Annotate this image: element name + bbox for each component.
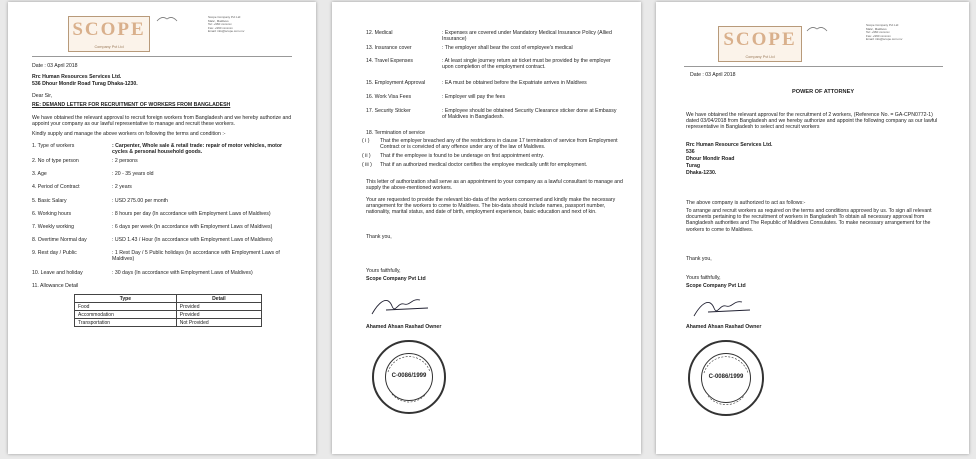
closing-thanks: Thank you, [686,256,712,262]
addressee-line-2: 536 Dhour Mondir Road Turag Dhaka-1230. [32,81,138,87]
owner-name: Ahamed Ahsan Rashad Owner [686,324,762,330]
instruction-text: Kindly supply and manage the above workers on following the terms and condition :- [32,131,226,137]
table-cell: Accommodation [75,311,177,319]
company-logo: SCOPE Company Pvt Ltd [68,16,150,52]
document-title: POWER OF ATTORNEY [792,89,855,95]
header-divider [32,56,292,57]
clause-text: That the employer breached any of the restrictions in clause 17 termination of service from Employment Contract or is convicted of any offence under any of the law of Maldives. [380,138,618,151]
term-value: : 2 years [112,184,132,190]
table-row [75,311,262,319]
intro-paragraph: We have obtained the relevant approval to recruit foreign workers from Bangladesh and we hereby authorize and appoint your company as our lawful representative to manage and recruit these workers. [32,115,292,128]
owner-name: Ahamed Ahsan Rashad Owner [366,324,442,330]
salutation: Dear Sir, [32,93,53,99]
clause-text: That if an authorized medical doctor certifies the employee medically unfit for employment. [380,162,588,168]
table-cell: Provided [176,311,261,319]
representative-address: Rrc Human Resource Services Ltd. [686,142,773,148]
term-label: 9. Rest day / Public [32,250,77,256]
authority-intro: The above company is authorized to act as follows:- [686,200,806,206]
page-1-demand-letter [8,2,316,454]
addressee-line-1: Rrc Human Resources Services Ltd. [32,74,122,80]
closing-thanks: Thank you, [366,234,392,240]
page-3-power-of-attorney [656,2,969,454]
representative-address: 536 [686,149,695,155]
letter-date: Date : 03 April 2018 [32,63,78,69]
term-value: : EA must be obtained before the Expatriate arrives in Maldives [442,80,587,86]
clause-number: ( ii ) [362,153,371,159]
representative-address: Dhaka-1230. [686,170,717,176]
emblem-icon [806,24,828,34]
term-label: 15. Employment Approval [366,80,426,86]
term-label: 2. No of type person [32,158,79,164]
header-divider [684,66,943,67]
table-cell: Provided [176,303,261,311]
stamp-registration: C-0086/1999 [708,374,744,380]
clause-text: That if the employee is found to be underage on first appointment entry. [380,153,544,159]
term-label: 10. Leave and holiday [32,270,83,276]
term-value: : Employee should be obtained Security Clearance sticker done at Embassy of Maldives in Bangladesh. [442,108,617,121]
company-name: Scope Company Pvt Ltd [686,283,746,289]
letterhead-address: Scope Company Pvt Ltd Male', Maldives Tel: +960 xxxxxxx Fax: +960 xxxxxxx Email: info@scope.com.mv [866,23,903,42]
term-label: 13. Insurance cover [366,45,412,51]
page-2-terms-continued [332,2,641,454]
term-label: 7. Weekly working [32,224,74,230]
company-stamp [372,340,446,414]
term-label: 1. Type of workers [32,143,75,149]
signature-icon [368,292,438,320]
approval-paragraph: We have obtained the relevant approval for the recruitment of 2 workers, (Reference No. = GA-CPN0772-1) dated 03/04/2018 from Bangladesh and we hereby authorize and appoint the following company as our lawful representative in Bangladesh to select and recruit workers [686,112,938,131]
term-label: 3. Age [32,171,47,177]
letter-subject: RE: DEMAND LETTER FOR RECRUITMENT OF WORKERS FROM BANGLADESH [32,102,231,108]
table-header-cell: Detail [176,295,261,303]
term-label: 4. Period of Contract [32,184,80,190]
term-value: : 1 Rest Day / 5 Public holidays (In accordance with Employment Laws of Maldives) [112,250,280,263]
term-value: : Employer will pay the fees [442,94,506,100]
table-header-row [75,295,262,303]
term-value: : Expenses are covered under Mandatory Medical Insurance Policy (Allied Insurance) [442,30,612,43]
table-cell: Not Provided [176,319,261,327]
term-value: : At least single journey return air ticket must be provided by the employer upon completion of the employment contract. [442,58,611,71]
term-value: : 20 - 35 years old [112,171,154,177]
term-value: : The employer shall bear the cost of employee's medical [442,45,573,51]
clause-number: ( iii ) [362,162,372,168]
term-value: : 6 days per week (In accordance with Employment Laws of Maldives) [112,224,273,230]
term-value: : USD 1.43 / Hour (In accordance with Employment Laws of Maldives) [112,237,273,243]
term-label: 5. Basic Salary [32,198,67,204]
biodata-paragraph: Your are requested to provide the relevant bio-data of the workers concerned and kindly make the necessary arrangement for the workers to come to Maldives. The bio-data should include names, passport number, nationality, marital status, and date of birth, employment experience, basic education and next of kin. [366,197,616,216]
term-label: 16. Work Visa Fees [366,94,412,100]
term-value: : 8 hours per day (In accordance with Employment Laws of Maldives) [112,211,271,217]
representative-address: Dhour Mondir Road [686,156,735,162]
letter-date: Date : 03 April 2018 [690,72,736,78]
authority-paragraph: To arrange and recruit workers as required on the terms and conditions approved by us. To sign all relevant documents pertaining to the recruitment of workers in Bangladesh To obtain all necessary approval from Bangladesh authorities and The Republic of Maldives Consulates. To make necessary arrangement for the workers to come to Maldives. [686,208,932,233]
closing-yours: Yours faithfully, [686,275,721,281]
company-stamp [688,340,764,416]
allowance-table [74,294,262,327]
term-value: : 30 days (In accordance with Employment Laws of Maldives) [112,270,253,276]
closing-yours: Yours faithfully, [366,268,401,274]
letterhead-address: Scope Company Pvt Ltd Male', Maldives Tel: +960 xxxxxxx Fax: +960 xxxxxxx Email: info@scope.com.mv [208,15,245,34]
term-label: 6. Working hours [32,211,72,217]
table-cell: Food [75,303,177,311]
table-cell: Transportation [75,319,177,327]
termination-title: 18. Termination of service [366,130,426,136]
company-name: Scope Company Pvt Ltd [366,276,426,282]
table-header-cell: Type [75,295,177,303]
authorization-paragraph: This letter of authorization shall serve as an appointment to your company as a lawful consultant to manage and supply the above-mentioned workers. [366,179,623,192]
term-value: : 2 persons [112,158,138,164]
signature-icon [690,294,760,322]
emblem-icon [156,14,178,24]
term-label: 17. Security Sticker [366,108,411,114]
clause-number: ( i ) [362,138,370,144]
table-row [75,303,262,311]
stamp-registration: C-0086/1999 [391,373,427,379]
term-label: 12. Medical [366,30,393,36]
term-value: : Carpenter, Whole sale & retail trade: repair of motor vehicles, motor cycles & personal household goods. [112,143,283,156]
company-logo: SCOPE Company Pvt Ltd [718,26,802,62]
term-label: 14. Travel Expenses [366,58,414,64]
table-row [75,319,262,327]
allowance-title: 11. Allowance Detail [32,283,79,289]
term-label: 8. Overtime Normal day [32,237,87,243]
term-value: : USD 275.00 per month [112,198,168,204]
representative-address: Turag [686,163,701,169]
